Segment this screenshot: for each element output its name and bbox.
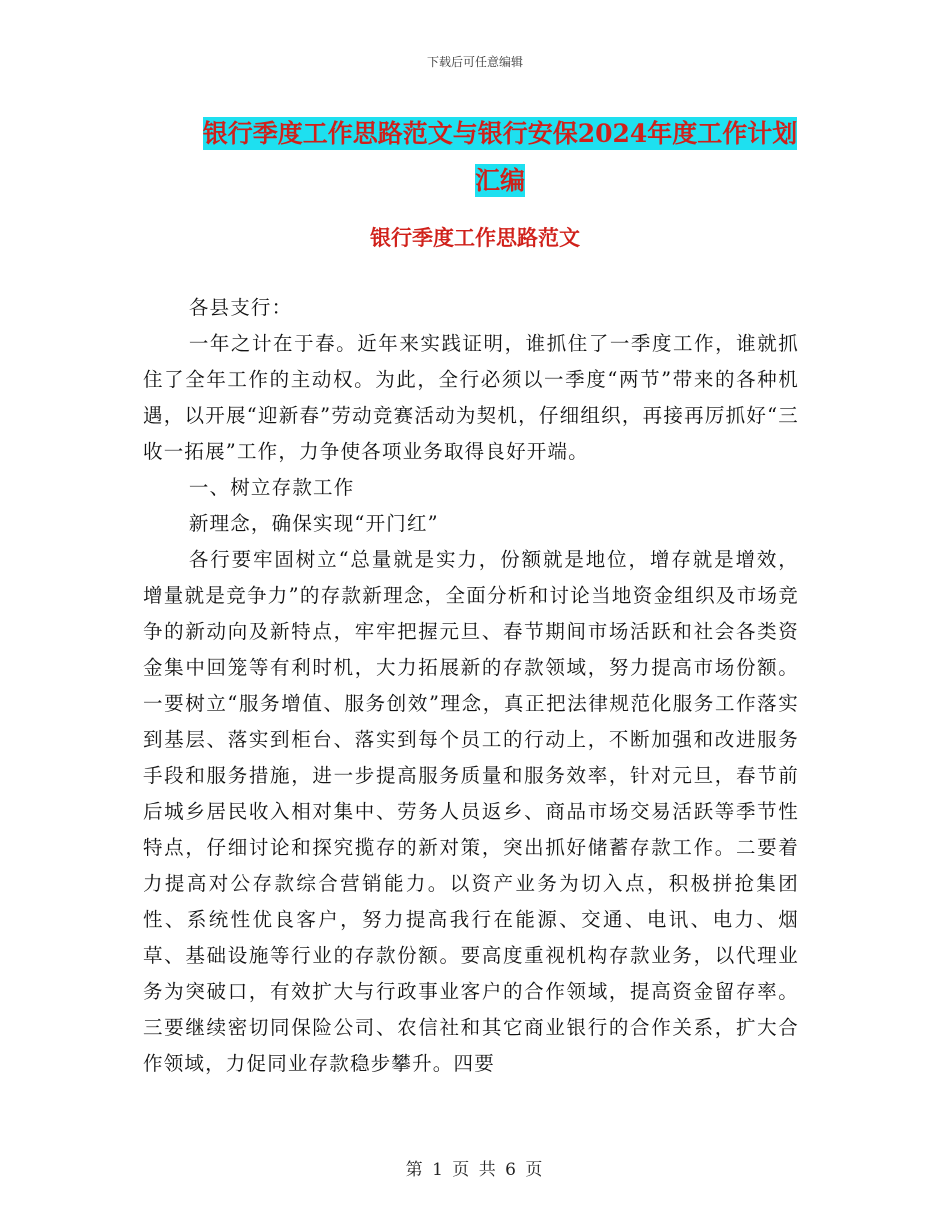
intro-paragraph: 一年之计在于春。近年来实践证明，谁抓住了一季度工作，谁就抓住了全年工作的主动权。为此，全行必须以一季度“两节”带来的各种机遇，以开展“迎新春”劳动竞赛活动为契机，仔细组织，再接再厉抓好“三收一拓展”工作，力争使各项业务取得良好开端。 (143, 332, 799, 463)
document-title (145, 110, 855, 204)
heading-paragraph-part2: 新理念，确保实现“开门红” (188, 512, 439, 535)
document-body (143, 290, 799, 1082)
document-title-line1: 银行季度工作思路范文与银行安保2024年度工作计划 (202, 119, 798, 148)
page-number-footer: 第 1 页 共 6 页 (405, 1160, 545, 1180)
body-paragraph: 各行要牢固树立“总量就是实力，份额就是地位，增存就是增效，增量就是竞争力”的存款新理念，全面分析和讨论当地资金组织及市场竞争的新动向及新特点，牢牢把握元旦、春节期间市场活跃和社会各类资金集中回笼等有利时机，大力拓展新的存款领域，努力提高市场份额。一要树立“服务增值、服务创效”理念，真正把法律规范化服务工作落实到基层、落实到柜台、落实到每个员工的行动上，不断加强和改进服务手段和服务措施，进一步提高服务质量和服务效率，针对元旦，春节前后城乡居民收入相对集中、劳务人员返乡、商品市场交易活跃等季节性特点，仔细讨论和探究揽存的新对策，突出抓好储蓄存款工作。二要着力提高对公存款综合营销能力。以资产业务为切入点，积极拼抢集团性、系统性优良客户，努力提高我行在能源、交通、电讯、电力、烟草、基础设施等行业的存款份额。要高度重视机构存款业务，以代理业务为突破口，有效扩大与行政事业客户的合作领域，提高资金留存率。三要继续密切同保险公司、农信社和其它商业银行的合作关系，扩大合作领域，力促同业存款稳步攀升。四要 (143, 548, 799, 1075)
page-header-note: 下载后可任意编辑 (426, 55, 523, 69)
section-title: 银行季度工作思路范文 (370, 225, 580, 250)
salutation-paragraph: 各县支行： (188, 296, 293, 319)
heading-paragraph-part1: 一、树立存款工作 (188, 476, 355, 499)
document-title-line2: 汇编 (474, 166, 525, 195)
